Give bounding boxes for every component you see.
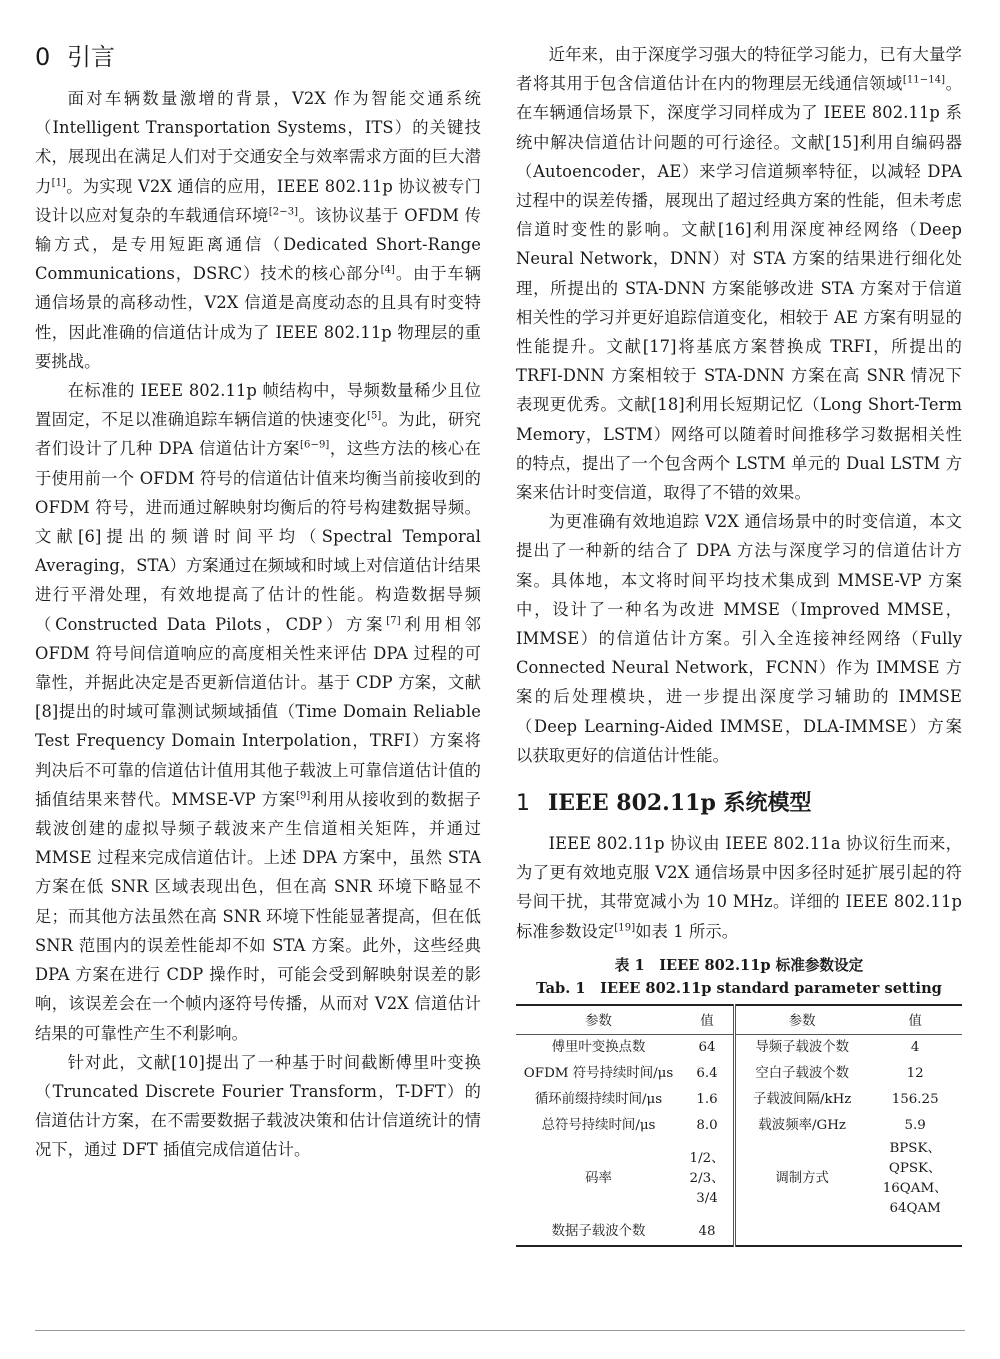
section-heading-introduction bbox=[35, 40, 481, 74]
paragraph: IEEE 802.11p 协议由 IEEE 802.11a 协议衍生而来，为了更有效地克服 V2X 通信场景中因多径时延扩展引起的符号间干扰，其带宽减小为 10 MHz。详细的 IEEE 802.11p 标准参数设定[19]如表 1 所示。 bbox=[516, 834, 962, 941]
table-cell: 5.9 bbox=[904, 1117, 926, 1133]
table-caption-en: Tab. 1 IEEE 802.11p standard parameter setting bbox=[536, 979, 942, 997]
table-caption-cn: 表 1 IEEE 802.11p 标准参数设定 bbox=[614, 956, 864, 974]
citation: [19] bbox=[614, 922, 636, 934]
table-row bbox=[516, 1219, 962, 1246]
citation: [5] bbox=[366, 410, 382, 422]
table-row bbox=[516, 1139, 962, 1219]
table-cell bbox=[735, 1219, 869, 1246]
table-cell: 156.25 bbox=[891, 1091, 939, 1107]
citation: [1] bbox=[51, 177, 67, 189]
section-heading-system-model bbox=[516, 786, 962, 821]
paragraph: 为更准确有效地追踪 V2X 通信场景中的时变信道，本文提出了一种新的结合了 DPA 方法与深度学习的信道估计方案。具体地，本文将时间平均技术集成到 MMSE-VP 方案中，设计了一种名为改进 MMSE（Improved MMSE，IMMSE）的信道估计方案。引入全连接神经网络（Fully Connected Neural Network，FCNN）作为 IMMSE 方案的后处理模块，进一步提出深度学习辅助的 IMMSE（Deep Learning-Aided IMMSE，DLA-IMMSE）方案以获取更好的信道估计性能。 bbox=[516, 512, 962, 765]
table-cell bbox=[868, 1219, 962, 1246]
right-column bbox=[516, 40, 962, 1247]
paragraph: 在标准的 IEEE 802.11p 帧结构中，导频数量稀少且位置固定，不足以准确追踪车辆信道的快速变化[5]。为此，研究者们设计了几种 DPA 信道估计方案[6−9]，这些方法的核心在于使用前一个 OFDM 符号的信道估计值来均衡当前接收到的 OFDM 符号，进而通过解映射均衡后的符号构建数据导频。文献[6]提出的频谱时间平均（Spectral Temporal Averaging，STA）方案通过在频域和时域上对信道估计结果进行平滑处理，有效地提高了估计的性能。构造数据导频（Constructed Data Pilots，CDP）方案[7]利用相邻 OFDM 符号间信道响应的高度相关性来评估 DPA 过程的可靠性，并据此决定是否更新信道估计。基于 CDP 方案，文献[8]提出的时域可靠测试频域插值（Time Domain Reliable Test Frequency Domain Interpolation，TRFI）方案将判决后不可靠的信道估计值用其他子载波上可靠信道估计值的插值结果来替代。MMSE-VP 方案[9]利用从接收到的数据子载波创建的虚拟导频子载波来产生信道相关矩阵，并通过 MMSE 过程来完成信道估计。上述 DPA 方案中，虽然 STA 方案在低 SNR 区域表现出色，但在高 SNR 环境下略显不足；而其他方法虽然在高 SNR 环境下性能显著提高，但在低 SNR 范围内的误差性能却不如 STA 方案。此外，这些经典 DPA 方案在进行 CDP 操作时，可能会受到解映射误差的影响，该误差会在一个帧内逐符号传播，从而对 V2X 信道估计结果的可靠性产生不利影响。 bbox=[35, 381, 481, 1043]
table-row bbox=[516, 1061, 962, 1087]
table-cell: BPSK、QPSK、16QAM、64QAM bbox=[882, 1140, 948, 1216]
table-header-row bbox=[516, 1005, 962, 1035]
table-cell: 64 bbox=[681, 1034, 735, 1061]
table-cell: 6.4 bbox=[681, 1061, 735, 1087]
table-cell: 1/2、2/3、3/4 bbox=[681, 1139, 735, 1219]
footer-rule bbox=[35, 1330, 965, 1331]
section-title: 引言 bbox=[67, 43, 115, 71]
table-cell: 4 bbox=[910, 1039, 920, 1055]
table-cell: 调制方式 bbox=[775, 1170, 829, 1186]
parameter-table bbox=[516, 1004, 962, 1247]
citation: [7] bbox=[386, 615, 401, 627]
table-cell: 循环前缀持续时间/μs bbox=[534, 1091, 663, 1107]
citation: [2−3] bbox=[268, 206, 299, 218]
citation: [9] bbox=[295, 790, 311, 802]
table-cell: 48 bbox=[681, 1219, 735, 1246]
section-number: 0 bbox=[35, 43, 51, 71]
left-column bbox=[35, 40, 481, 1165]
table-cell: 傅里叶变换点数 bbox=[551, 1039, 646, 1055]
column-header: 参数 bbox=[735, 1005, 869, 1035]
table-row bbox=[516, 1113, 962, 1139]
section-title: IEEE 802.11p 系统模型 bbox=[548, 790, 812, 817]
paragraph: 针对此，文献[10]提出了一种基于时间截断傅里叶变换（Truncated Discrete Fourier Transform，T-DFT）的信道估计方案，在不需要数据子载波决策和估计信道统计的情况下，通过 DFT 插值完成信道估计。 bbox=[35, 1052, 481, 1160]
table-cell: OFDM 符号持续时间/μs bbox=[523, 1065, 674, 1081]
table-cell: 12 bbox=[906, 1065, 924, 1081]
table-cell: 码率 bbox=[585, 1170, 612, 1186]
section-number: 1 bbox=[516, 791, 530, 817]
citation: [11−14] bbox=[902, 74, 946, 86]
table-cell: 数据子载波个数 bbox=[551, 1223, 646, 1239]
table-cell: 空白子载波个数 bbox=[755, 1065, 850, 1081]
column-header: 参数 bbox=[516, 1005, 681, 1035]
table-cell: 导频子载波个数 bbox=[755, 1039, 850, 1055]
table-cell: 1.6 bbox=[681, 1087, 735, 1113]
paragraph: 近年来，由于深度学习强大的特征学习能力，已有大量学者将其用于包含信道估计在内的物理层无线通信领域[11−14]。在车辆通信场景下，深度学习同样成为了 IEEE 802.11p 系统中解决信道估计问题的可行途径。文献[15]利用自编码器（Autoencoder，AE）来学习信道频率特征，以减轻 DPA 过程中的误差传播，展现出了超过经典方案的性能，但未考虑信道时变性的影响。文献[16]利用深度神经网络（Deep Neural Network，DNN）对 STA 方案的结果进行细化处理，所提出的 STA-DNN 方案能够改进 STA 方案对于信道相关性的学习并更好追踪信道变化，相较于 AE 方案有明显的性能提升。文献[17]将基底方案替换成 TRFI，所提出的 TRFI-DNN 方案相较于 STA-DNN 方案在高 SNR 情况下表现更优秀。文献[18]利用长短期记忆（Long Short-Term Memory，LSTM）网络可以随着时间推移学习数据相关性的特点，提出了一个包含两个 LSTM 单元的 Dual LSTM 方案来估计时变信道，取得了不错的效果。 bbox=[516, 45, 962, 503]
citation: [4] bbox=[380, 264, 396, 276]
table-cell: 载波频率/GHz bbox=[758, 1117, 846, 1133]
table-cell: 总符号持续时间/μs bbox=[541, 1117, 656, 1133]
citation: [6−9] bbox=[300, 440, 330, 452]
table-cell: 子载波间隔/kHz bbox=[753, 1091, 852, 1107]
column-header: 值 bbox=[868, 1005, 962, 1035]
column-header: 值 bbox=[681, 1005, 735, 1035]
table-row bbox=[516, 1087, 962, 1113]
table-row bbox=[516, 1034, 962, 1061]
paragraph: 面对车辆数量激增的背景，V2X 作为智能交通系统（Intelligent Transportation Systems，ITS）的关键技术，展现出在满足人们对于交通安全与效率需求方面的巨大潜力[1]。为实现 V2X 通信的应用，IEEE 802.11p 协议被专门设计以应对复杂的车载通信环境[2−3]。该协议基于 OFDM 传输方式，是专用短距离通信（Dedicated Short-Range Communications，DSRC）技术的核心部分[4]。由于车辆通信场景的高移动性，V2X 信道是高度动态的且具有时变特性，因此准确的信道估计成为了 IEEE 802.11p 物理层的重要挑战。 bbox=[35, 89, 482, 371]
table-cell: 8.0 bbox=[681, 1113, 735, 1139]
